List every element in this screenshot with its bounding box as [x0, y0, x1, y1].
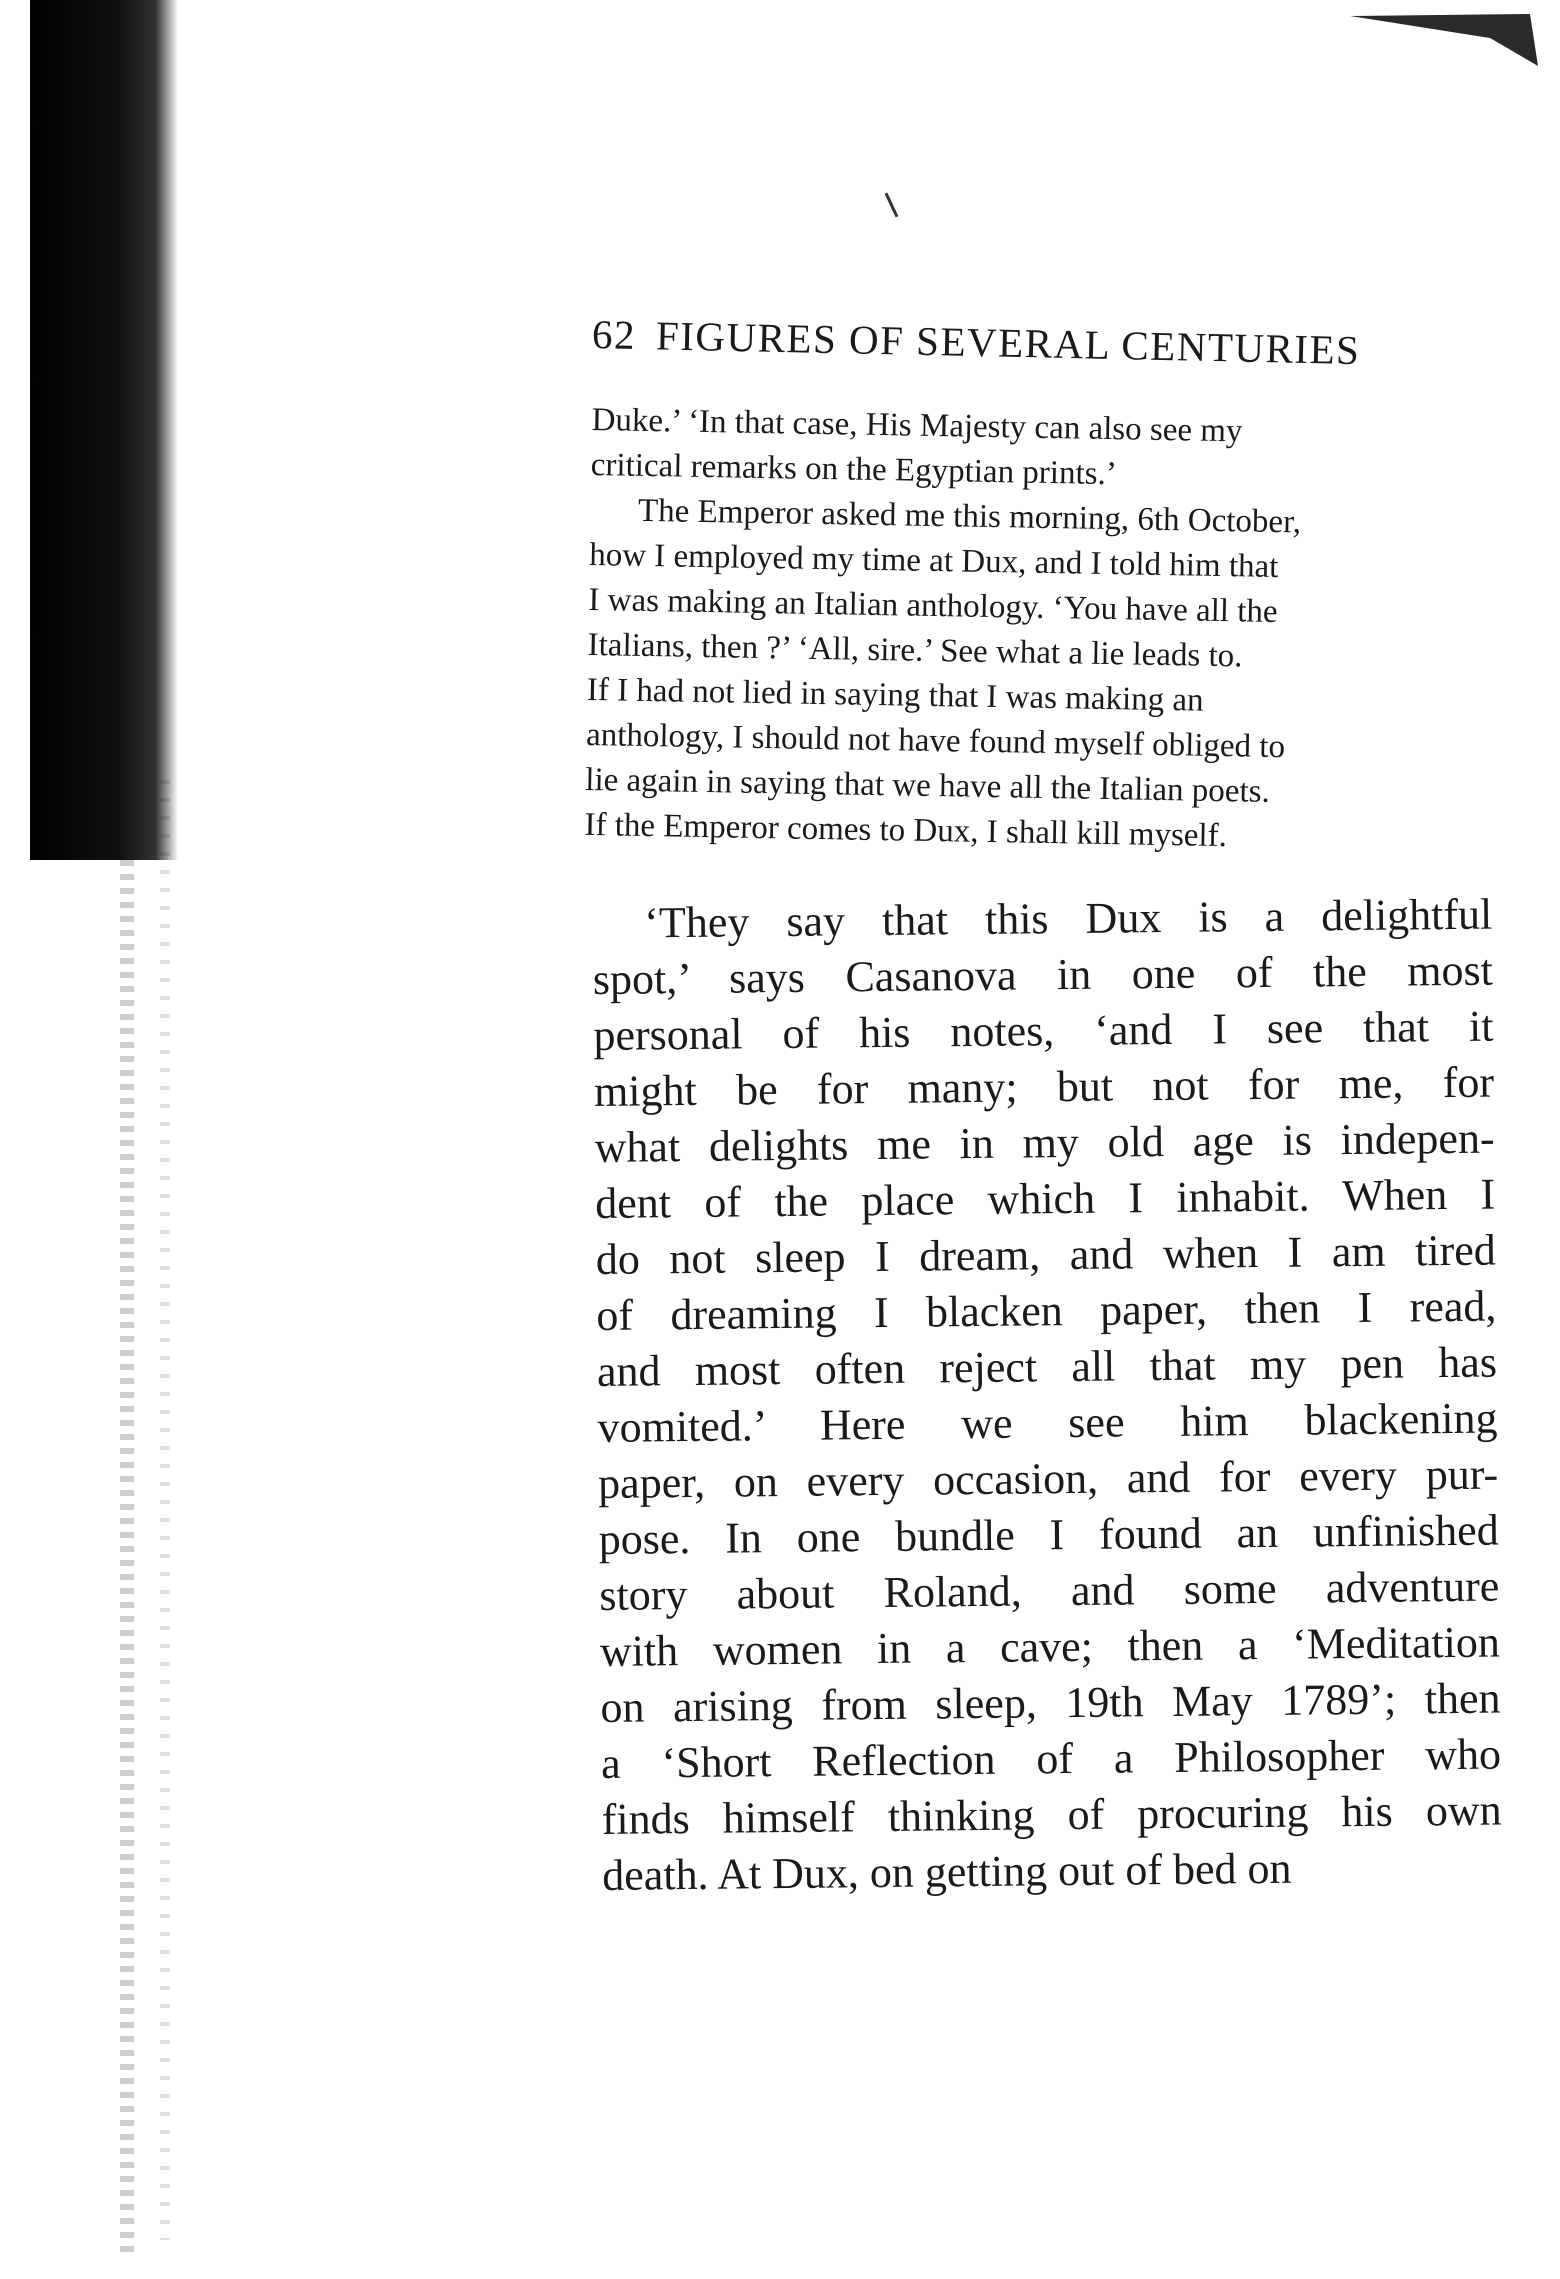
body-line: dent of the place which I inhabit. When I: [594, 1169, 1496, 1228]
quote-line: If I had not lied in saying that I was making an: [586, 671, 1204, 719]
body-line: vomited.’ Here we see him blackening: [597, 1393, 1498, 1452]
running-title: FIGURES OF SEVERAL CENTURIES: [655, 312, 1361, 374]
body-line: story about Roland, and some adventure: [599, 1561, 1500, 1620]
body-line: pose. In one bundle I found an unfinished: [598, 1505, 1499, 1564]
body-line: and most often reject all that my pen has: [596, 1337, 1498, 1396]
scan-binding-shadow: [0, 0, 210, 2279]
body-line: finds himself thinking of procuring his own: [601, 1785, 1502, 1844]
body-line: might be for many; but not for me, for: [593, 1057, 1495, 1116]
scan-corner-shadow: [1340, 8, 1540, 68]
body-line: spot,’ says Casanova in one of the most: [592, 945, 1494, 1004]
body-line: on arising from sleep, 19th May 1789’; then: [600, 1673, 1501, 1732]
quote-line: critical remarks on the Egyptian prints.’: [590, 446, 1118, 493]
quote-line: anthology, I should not have found myself obliged to: [585, 716, 1286, 766]
quote-line: lie again in saying that we have all the Italian poets.: [585, 761, 1271, 810]
body-line: with women in a cave; then a ‘Meditation: [599, 1617, 1501, 1676]
quote-line: The Emperor asked me this morning, 6th October,: [637, 492, 1302, 541]
page-number: 62: [591, 311, 637, 358]
body-line: a ‘Short Reflection of a Philosopher who: [600, 1729, 1502, 1788]
body-paragraph: [592, 887, 1503, 1904]
quote-line: If the Emperor comes to Dux, I shall kill myself.: [584, 806, 1228, 855]
quote-line: Italians, then ?’ ‘All, sire.’ See what a lie leads to.: [587, 626, 1243, 675]
binding-shadow-speckle-secondary: [160, 780, 170, 2240]
quote-line: I was making an Italian anthology. ‘You have all the: [588, 581, 1278, 630]
body-line: paper, on every occasion, and for every pur-: [597, 1449, 1499, 1508]
body-line: what delights me in my old age is indepen-: [594, 1113, 1495, 1172]
stray-mark: [885, 193, 899, 218]
body-line: personal of his notes, ‘and I see that it: [593, 1001, 1494, 1060]
body-line: ‘They say that this Dux is a delightful: [644, 889, 1493, 948]
body-line: of dreaming I blacken paper, then I read,: [596, 1281, 1497, 1340]
quote-line: Duke.’ ‘In that case, His Majesty can also see my: [591, 401, 1243, 450]
quote-line: how I employed my time at Dux, and I told him that: [588, 536, 1279, 586]
running-head: [591, 310, 1492, 377]
binding-shadow-speckle: [120, 860, 134, 2260]
body-line: death. At Dux, on getting out of bed on: [602, 1843, 1292, 1900]
body-line: do not sleep I dream, and when I am tired: [595, 1225, 1497, 1284]
binding-shadow-dark: [30, 0, 178, 860]
quoted-extract: [584, 398, 1492, 864]
book-page: [584, 310, 1502, 1904]
